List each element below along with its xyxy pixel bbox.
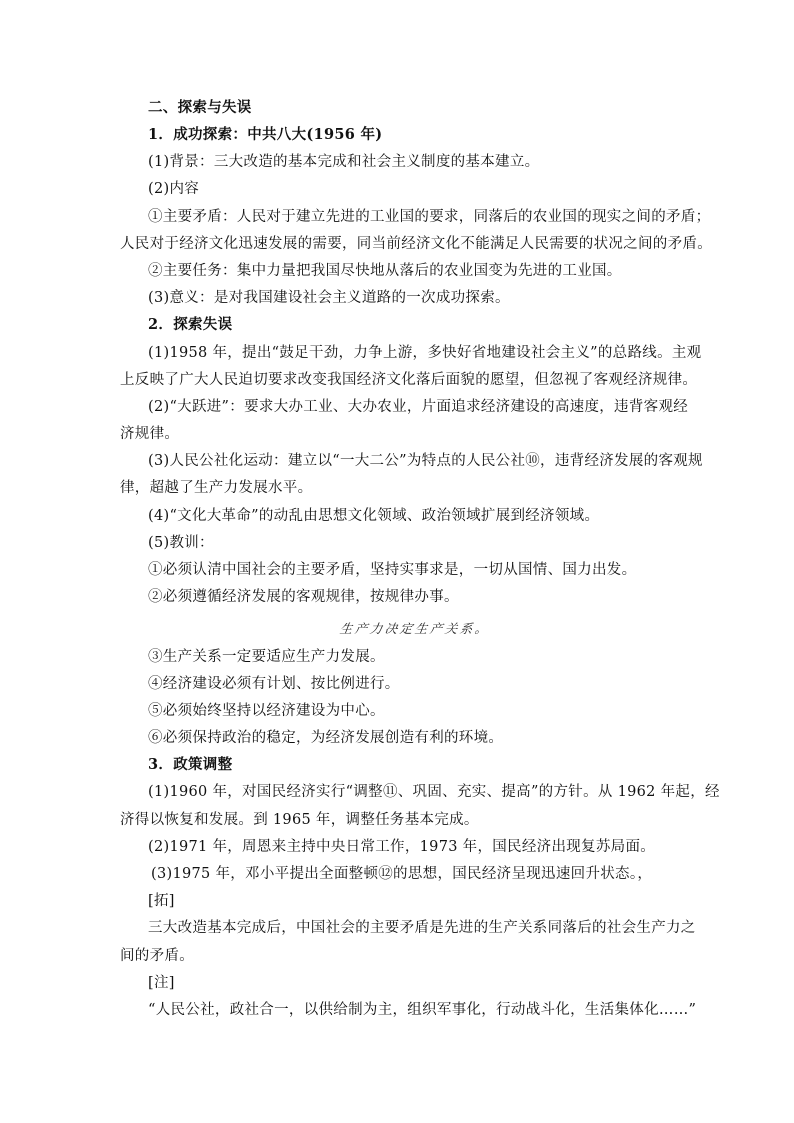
- paragraph-line: (1)1958 年，提出“鼓足干劲，力争上游，多快好省地建设社会主义”的总路线。主观: [148, 345, 702, 361]
- paragraph-line: ②必须遵循经济发展的客观规律，按规律办事。: [148, 589, 459, 605]
- paragraph-line: ③生产关系一定要适应生产力发展。: [148, 649, 385, 665]
- paragraph-line: 律，超越了生产力发展水平。: [120, 480, 313, 496]
- paragraph-line: (1)背景：三大改造的基本完成和社会主义制度的基本建立。: [148, 154, 540, 170]
- paragraph-line: 间的矛盾。: [120, 948, 194, 964]
- paragraph-line: (3)人民公社化运动：建立以“一大二公”为特点的人民公社⑩，违背经济发展的客观规: [148, 453, 703, 469]
- section-heading: 二、探索与失误: [148, 99, 252, 116]
- paragraph-line: 三大改造基本完成后，中国社会的主要矛盾是先进的生产关系同落后的社会生产力之: [148, 920, 696, 936]
- paragraph-line: ②主要任务：集中力量把我国尽快地从落后的农业国变为先进的工业国。: [148, 263, 622, 279]
- paragraph-line: ①必须认清中国社会的主要矛盾，坚持实事求是，一切从国情、国力出发。: [148, 562, 637, 578]
- paragraph-line: ①主要矛盾：人民对于建立先进的工业国的要求，同落后的农业国的现实之间的矛盾；: [148, 209, 711, 225]
- paragraph-line: 济规律。: [120, 426, 180, 442]
- subsection-heading: 1．成功探索：中共八大(1956 年): [148, 126, 383, 143]
- quotation-line: “人民公社，政社合一，以供给制为主，组织军事化，行动战斗化，生活集体化……”: [148, 1002, 697, 1018]
- handwritten-note: 生产力决定生产关系。: [338, 621, 491, 636]
- paragraph-line: 济得以恢复和发展。到 1965 年，调整任务基本完成。: [120, 812, 479, 828]
- paragraph-line: 人民对于经济文化迅速发展的需要，同当前经济文化不能满足人民需要的状况之间的矛盾。: [120, 236, 712, 252]
- paragraph-line: 上反映了广大人民迫切要求改变我国经济文化落后面貌的愿望，但忽视了客观经济规律。: [120, 372, 698, 388]
- paragraph-line: (2)“大跃进”：要求大办工业、大办农业，片面追求经济建设的高速度，违背客观经: [148, 399, 689, 415]
- paragraph-line: ⑤必须始终坚持以经济建设为中心。: [148, 703, 385, 719]
- paragraph-line: (1)1960 年，对国民经济实行“调整⑪、巩固、充实、提高”的方针。从 1962 年起，经: [148, 784, 720, 800]
- subsection-heading: 3．政策调整: [148, 756, 233, 773]
- subsection-heading: 2．探索失误: [148, 316, 233, 333]
- paragraph-line: (5)教训：: [148, 535, 214, 551]
- paragraph-line: (3)意义：是对我国建设社会主义道路的一次成功探索。: [148, 290, 510, 306]
- paragraph-line: (2)1971 年，周恩来主持中央日常工作，1973 年，国民经济出现复苏局面。: [148, 839, 656, 855]
- paragraph-line: ④经济建设必须有计划、按比例进行。: [148, 676, 400, 692]
- paragraph-line: (4)“文化大革命”的动乱由思想文化领域、政治领域扩展到经济领域。: [148, 508, 600, 524]
- paragraph-line: ⑥必须保持政治的稳定，为经济发展创造有利的环境。: [148, 730, 504, 746]
- note-tag: [拓]: [148, 893, 175, 909]
- paragraph-line: (3)1975 年，邓小平提出全面整顿⑫的思想，国民经济呈现迅速回升状态。，: [151, 866, 653, 882]
- note-tag: [注]: [148, 975, 175, 991]
- paragraph-line: (2)内容: [148, 181, 200, 197]
